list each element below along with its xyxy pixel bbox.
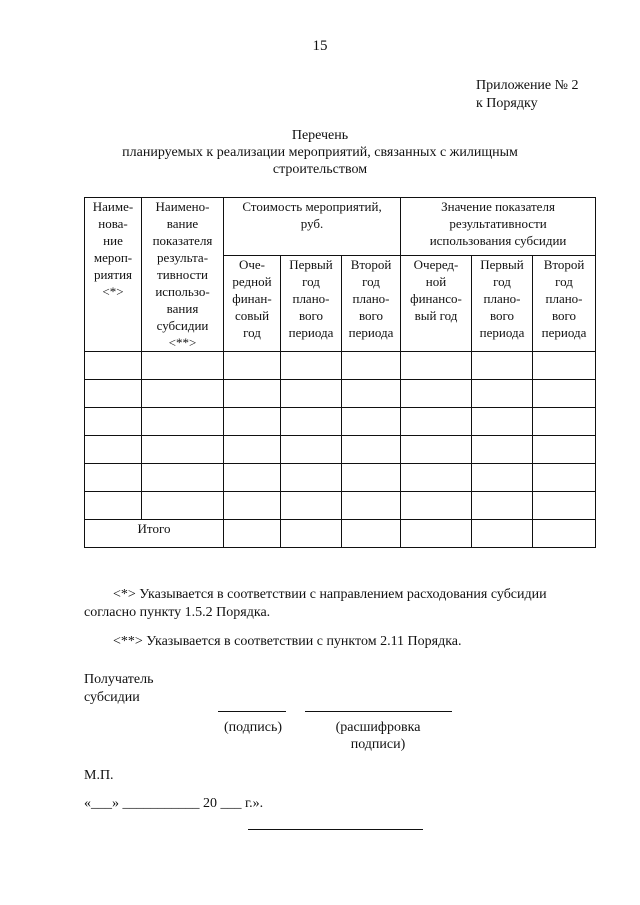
table-cell[interactable]: [401, 464, 472, 492]
signature-decode-caption: (расшифровка подписи): [335, 720, 421, 752]
table-cell[interactable]: [281, 492, 342, 520]
table-row: [85, 464, 596, 492]
signature-line[interactable]: [218, 711, 286, 712]
table-cell[interactable]: [401, 436, 472, 464]
table-row: [85, 436, 596, 464]
header-cost-first-plan-year: Первый год плано- вого периода: [281, 256, 342, 352]
table-row: [85, 408, 596, 436]
table-cell[interactable]: [472, 436, 533, 464]
table-cell[interactable]: [142, 408, 224, 436]
table-cell[interactable]: [224, 436, 281, 464]
table-cell[interactable]: [142, 492, 224, 520]
table-cell[interactable]: [472, 520, 533, 548]
table-row: [85, 380, 596, 408]
header-cost-next-year: Оче- редной финан- совый год: [224, 256, 281, 352]
title-line-1: Перечень: [291, 128, 349, 143]
table-cell[interactable]: [281, 436, 342, 464]
footnote-1-line-1: <*> Указывается в соответствии с направлением расходования субсидии: [113, 587, 547, 602]
table-cell[interactable]: [224, 408, 281, 436]
recipient-label: Получатель субсидии: [84, 672, 154, 705]
table-cell[interactable]: [224, 464, 281, 492]
header-value-first-plan-year: Первый год плано- вого периода: [472, 256, 533, 352]
table-row: [85, 352, 596, 380]
table-cell[interactable]: [401, 408, 472, 436]
header-cost-second-plan-year: Второй год плано- вого периода: [342, 256, 401, 352]
footnote-1-line-2: согласно пункту 1.5.2 Порядка.: [84, 605, 271, 620]
stamp-label: М.П.: [84, 768, 114, 783]
table-cell[interactable]: [533, 520, 596, 548]
total-label: Итого: [85, 520, 224, 548]
table-cell[interactable]: [142, 436, 224, 464]
table-cell[interactable]: [401, 520, 472, 548]
table-cell[interactable]: [85, 436, 142, 464]
header-indicator-name: Наимено- вание показателя результа- тивности использо- вания субсидии <**>: [142, 198, 224, 352]
table-cell[interactable]: [142, 464, 224, 492]
table-cell[interactable]: [342, 408, 401, 436]
table-cell[interactable]: [342, 520, 401, 548]
header-cost-group: Стоимость мероприятий, руб.: [224, 198, 401, 256]
header-value-second-plan-year: Второй год плано- вого периода: [533, 256, 596, 352]
signature-caption: (подпись): [223, 720, 283, 735]
footnote-2: <**> Указывается в соответствии с пунктом 2.11 Порядка.: [113, 634, 462, 649]
table-cell[interactable]: [142, 380, 224, 408]
appendix-line-1: Приложение № 2: [476, 78, 579, 93]
signature-decode-line[interactable]: [305, 711, 452, 712]
activities-table: [84, 197, 596, 548]
document-title: [60, 127, 580, 178]
appendix-line-2: к Порядку: [476, 96, 538, 111]
table-cell[interactable]: [281, 380, 342, 408]
table-cell[interactable]: [85, 464, 142, 492]
table-cell[interactable]: [224, 520, 281, 548]
table-cell[interactable]: [85, 380, 142, 408]
table-cell[interactable]: [85, 492, 142, 520]
table-cell[interactable]: [533, 380, 596, 408]
table-cell[interactable]: [281, 520, 342, 548]
table-cell[interactable]: [533, 464, 596, 492]
table-total-row: [85, 520, 596, 548]
table-cell[interactable]: [281, 408, 342, 436]
table-cell[interactable]: [401, 492, 472, 520]
table-cell[interactable]: [85, 408, 142, 436]
page-number: 15: [312, 38, 328, 54]
appendix-label: [476, 77, 579, 113]
table-cell[interactable]: [281, 464, 342, 492]
table-cell[interactable]: [472, 464, 533, 492]
date-line: «___» ___________ 20 ___ г.».: [84, 796, 264, 811]
table-cell[interactable]: [401, 380, 472, 408]
table-cell[interactable]: [224, 492, 281, 520]
table-cell[interactable]: [533, 408, 596, 436]
table-cell[interactable]: [401, 352, 472, 380]
table-cell[interactable]: [342, 492, 401, 520]
table-cell[interactable]: [472, 380, 533, 408]
table-cell[interactable]: [224, 380, 281, 408]
title-line-2: планируемых к реализации мероприятий, связанных с жилищным: [122, 145, 518, 160]
header-indicator-value-group: Значение показателя результативности использования субсидии: [401, 198, 596, 256]
table-cell[interactable]: [472, 492, 533, 520]
table-cell[interactable]: [472, 352, 533, 380]
table-cell[interactable]: [142, 352, 224, 380]
table-cell[interactable]: [472, 408, 533, 436]
table-cell[interactable]: [342, 436, 401, 464]
table-cell[interactable]: [342, 380, 401, 408]
table-row: [85, 492, 596, 520]
table-cell[interactable]: [342, 464, 401, 492]
table-cell[interactable]: [224, 352, 281, 380]
header-value-next-year: Очеред- ной финансо- вый год: [401, 256, 472, 352]
bottom-divider-line: [248, 829, 423, 830]
table-cell[interactable]: [281, 352, 342, 380]
table-header-row: [85, 198, 596, 256]
header-activity-name: Наиме- нова- ние мероп- риятия <*>: [85, 198, 142, 352]
table-cell[interactable]: [533, 492, 596, 520]
table-cell[interactable]: [85, 352, 142, 380]
title-line-3: строительством: [272, 162, 368, 177]
table-cell[interactable]: [533, 352, 596, 380]
table-cell[interactable]: [533, 436, 596, 464]
table-cell[interactable]: [342, 352, 401, 380]
